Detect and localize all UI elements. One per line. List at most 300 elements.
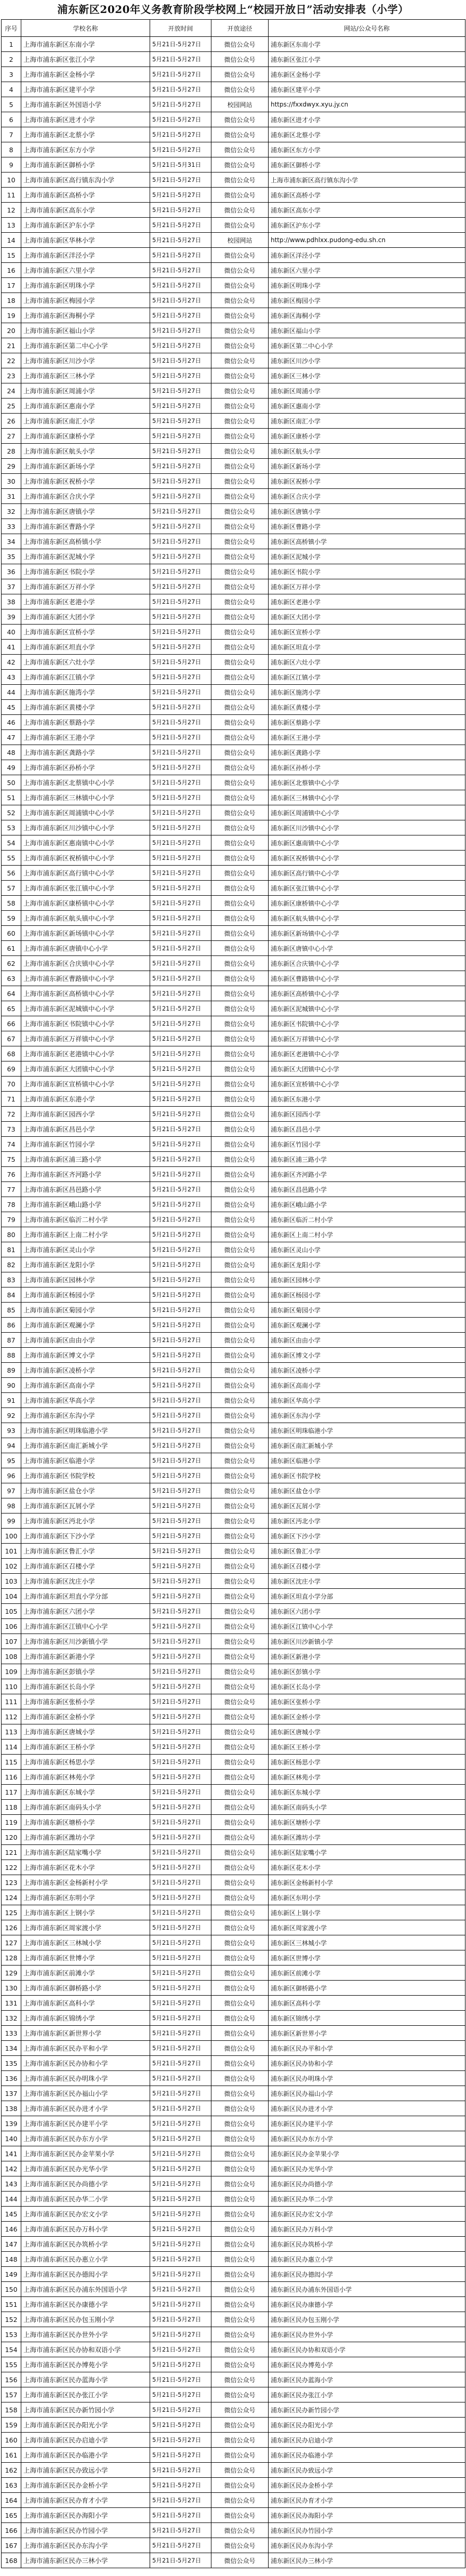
table-row	[2, 1694, 465, 1709]
website-or-account: 浦东新区浦三路小学	[269, 1152, 465, 1167]
school-name: 上海市浦东新区黄楼小学	[21, 700, 150, 715]
open-channel: 微信公众号	[211, 1453, 269, 1468]
school-name: 上海市浦东新区民办东方小学	[21, 2131, 150, 2146]
website-or-account: 浦东新区合庆镇中心小学	[269, 956, 465, 971]
open-time: 5月21日-5月27日	[150, 805, 211, 820]
open-time: 5月21日-5月27日	[150, 2418, 211, 2433]
school-name: 上海市浦东新区民办宏文小学	[21, 2207, 150, 2222]
open-time: 5月21日-5月27日	[150, 2372, 211, 2387]
row-index: 71	[2, 1092, 21, 1107]
table-row	[2, 1031, 465, 1046]
row-index: 167	[2, 2538, 21, 2553]
open-channel: 微信公众号	[211, 1242, 269, 1257]
website-or-account: 浦东新区黄楼小学	[269, 700, 465, 715]
table-row	[2, 2493, 465, 2508]
row-index: 86	[2, 1318, 21, 1333]
website-or-account: 浦东新区召楼小学	[269, 1559, 465, 1574]
open-time: 5月21日-5月27日	[150, 504, 211, 519]
table-row	[2, 926, 465, 941]
open-channel: 微信公众号	[211, 1438, 269, 1453]
website-or-account: 浦东新区东沟小学	[269, 1408, 465, 1423]
table-row	[2, 986, 465, 1001]
website-or-account: 浦东新区高桥镇小学	[269, 534, 465, 549]
school-name: 上海市浦东新区御桥路小学	[21, 1981, 150, 1996]
school-name: 上海市浦东新区民办育才小学	[21, 2493, 150, 2508]
open-time: 5月21日-5月27日	[150, 851, 211, 866]
table-row	[2, 790, 465, 805]
open-channel: 微信公众号	[211, 564, 269, 579]
row-index: 35	[2, 549, 21, 564]
website-or-account: 浦东新区明珠小学	[269, 278, 465, 293]
row-index: 23	[2, 368, 21, 383]
open-time: 5月21日-5月27日	[150, 1122, 211, 1137]
row-index: 36	[2, 564, 21, 579]
open-time: 5月21日-5月27日	[150, 1920, 211, 1935]
table-row	[2, 1212, 465, 1227]
open-channel: 微信公众号	[211, 1061, 269, 1077]
open-channel: 微信公众号	[211, 1197, 269, 1212]
row-index: 34	[2, 534, 21, 549]
table-row	[2, 685, 465, 700]
table-row	[2, 1227, 465, 1242]
table-row	[2, 323, 465, 338]
open-channel: 微信公众号	[211, 1092, 269, 1107]
open-channel: 微信公众号	[211, 1574, 269, 1589]
row-index: 127	[2, 1935, 21, 1950]
table-row	[2, 1815, 465, 1830]
school-name: 上海市浦东新区江镇小学	[21, 670, 150, 685]
open-channel: 微信公众号	[211, 142, 269, 157]
open-channel: 微信公众号	[211, 278, 269, 293]
school-name: 上海市浦东新区航头镇中心小学	[21, 911, 150, 926]
website-or-account: 浦东新区塘桥小学	[269, 1815, 465, 1830]
school-name: 上海市浦东新区民办平和小学	[21, 2041, 150, 2056]
school-name: 上海市浦东新区王港小学	[21, 730, 150, 745]
school-name: 上海市浦东新区峨山路小学	[21, 1197, 150, 1212]
open-channel: 微信公众号	[211, 1287, 269, 1303]
website-or-account: 浦东新区书院小学	[269, 564, 465, 579]
table-row	[2, 941, 465, 956]
website-or-account: 浦东新区江镇小学	[269, 670, 465, 685]
website-or-account: 浦东新区昌邑路小学	[269, 1182, 465, 1197]
row-index: 69	[2, 1061, 21, 1077]
school-name: 上海市浦东新区张江镇中心小学	[21, 881, 150, 896]
table-row	[2, 1709, 465, 1724]
website-or-account: 浦东新区大团小学	[269, 609, 465, 625]
open-channel: 微信公众号	[211, 2267, 269, 2282]
row-index: 14	[2, 233, 21, 248]
open-time: 5月21日-5月27日	[150, 1589, 211, 1604]
row-index: 137	[2, 2086, 21, 2101]
website-or-account: 浦东新区民办明珠小学	[269, 2071, 465, 2086]
table-row	[2, 1845, 465, 1860]
table-row	[2, 2056, 465, 2071]
school-name: 上海市浦东新区祝桥镇中心小学	[21, 851, 150, 866]
open-time: 5月21日-5月27日	[150, 1031, 211, 1046]
website-or-account: 浦东新区由由小学	[269, 1333, 465, 1348]
open-channel: 微信公众号	[211, 1483, 269, 1498]
open-time: 5月21日-5月27日	[150, 2297, 211, 2312]
open-time: 5月21日-5月27日	[150, 1740, 211, 1755]
school-name: 上海市浦东新区梅园小学	[21, 293, 150, 308]
open-time: 5月21日-5月27日	[150, 429, 211, 444]
row-index: 76	[2, 1167, 21, 1182]
website-or-account: 浦东新区施湾小学	[269, 685, 465, 700]
open-channel: 微信公众号	[211, 1604, 269, 1619]
open-time: 5月21日-5月27日	[150, 790, 211, 805]
row-index: 70	[2, 1077, 21, 1092]
school-name: 上海市浦东新区民办康德小学	[21, 2297, 150, 2312]
open-channel: 微信公众号	[211, 2418, 269, 2433]
open-channel: 微信公众号	[211, 399, 269, 414]
website-or-account: 浦东新区民办东沟小学	[269, 2538, 465, 2553]
table-row	[2, 1860, 465, 1875]
open-channel: 微信公众号	[211, 2207, 269, 2222]
open-channel: 微信公众号	[211, 1875, 269, 1890]
row-index: 93	[2, 1423, 21, 1438]
website-or-account: 浦东新区昌邑小学	[269, 1122, 465, 1137]
website-or-account: 浦东新区福山小学	[269, 323, 465, 338]
open-channel: 微信公众号	[211, 2026, 269, 2041]
open-channel: 微信公众号	[211, 1981, 269, 1996]
row-index: 120	[2, 1830, 21, 1845]
table-row	[2, 127, 465, 142]
table-row	[2, 881, 465, 896]
table-row	[2, 2508, 465, 2523]
table-row	[2, 1363, 465, 1378]
open-time: 5月21日-5月27日	[150, 338, 211, 353]
open-channel: 校园网站	[211, 233, 269, 248]
open-time: 5月21日-5月27日	[150, 1770, 211, 1785]
open-time: 5月21日-5月27日	[150, 293, 211, 308]
open-time: 5月21日-5月27日	[150, 2538, 211, 2553]
open-time: 5月21日-5月27日	[150, 1981, 211, 1996]
website-or-account: 浦东新区惠南小学	[269, 399, 465, 414]
open-time: 5月21日-5月27日	[150, 1498, 211, 1513]
open-channel: 微信公众号	[211, 911, 269, 926]
open-channel: 微信公众号	[211, 1107, 269, 1122]
row-index: 48	[2, 745, 21, 760]
website-or-account: 浦东新区园林小学	[269, 1272, 465, 1287]
table-row	[2, 1438, 465, 1453]
table-row	[2, 670, 465, 685]
open-time: 5月21日-5月27日	[150, 2252, 211, 2267]
open-time: 5月21日-5月27日	[150, 549, 211, 564]
website-or-account: 浦东新区三林镇中心小学	[269, 790, 465, 805]
table-row	[2, 489, 465, 504]
open-channel: 微信公众号	[211, 2011, 269, 2026]
open-time: 5月21日-5月27日	[150, 1272, 211, 1287]
school-name: 上海市浦东新区龚路小学	[21, 745, 150, 760]
open-time: 5月21日-5月27日	[150, 1860, 211, 1875]
website-or-account: 浦东新区民办阳光小学	[269, 2418, 465, 2433]
school-name: 上海市浦东新区龙阳小学	[21, 1257, 150, 1272]
school-name: 上海市浦东新区博文小学	[21, 1348, 150, 1363]
school-name: 上海市浦东新区曹路镇中心小学	[21, 971, 150, 986]
table-row	[2, 474, 465, 489]
school-name: 上海市浦东新区书院学校	[21, 1468, 150, 1483]
table-row	[2, 1016, 465, 1031]
table-row	[2, 2237, 465, 2252]
open-channel: 微信公众号	[211, 2448, 269, 2463]
open-time: 5月21日-5月27日	[150, 1107, 211, 1122]
open-channel: 微信公众号	[211, 1498, 269, 1513]
open-time: 5月21日-5月27日	[150, 1996, 211, 2011]
school-name: 上海市浦东新区观澜小学	[21, 1318, 150, 1333]
table-row	[2, 1498, 465, 1513]
school-name: 上海市浦东新区东城小学	[21, 1785, 150, 1800]
row-index: 146	[2, 2222, 21, 2237]
open-time: 5月21日-5月27日	[150, 941, 211, 956]
school-name: 上海市浦东新区下沙小学	[21, 1529, 150, 1544]
table-row	[2, 1393, 465, 1408]
open-channel: 微信公众号	[211, 1950, 269, 1966]
row-index: 21	[2, 338, 21, 353]
website-or-account: 浦东新区康桥镇中心小学	[269, 896, 465, 911]
school-name: 上海市浦东新区周浦镇中心小学	[21, 805, 150, 820]
open-time: 5月21日-5月27日	[150, 700, 211, 715]
open-channel: 微信公众号	[211, 1167, 269, 1182]
open-channel: 微信公众号	[211, 2433, 269, 2448]
open-time: 5月21日-5月27日	[150, 1092, 211, 1107]
row-index: 46	[2, 715, 21, 730]
open-channel: 微信公众号	[211, 2131, 269, 2146]
row-index: 72	[2, 1107, 21, 1122]
open-channel: 微信公众号	[211, 926, 269, 941]
row-index: 83	[2, 1272, 21, 1287]
website-or-account: 浦东新区彭镇小学	[269, 1664, 465, 1679]
website-or-account: 浦东新区民办包玉刚小学	[269, 2312, 465, 2327]
table-row	[2, 37, 465, 52]
row-index: 139	[2, 2116, 21, 2131]
table-row	[2, 1740, 465, 1755]
open-channel: 微信公众号	[211, 2071, 269, 2086]
row-index: 90	[2, 1378, 21, 1393]
school-name: 上海市浦东新区民办协和小学	[21, 2056, 150, 2071]
open-channel: 微信公众号	[211, 1468, 269, 1483]
school-name: 上海市浦东新区杨园小学	[21, 1287, 150, 1303]
school-name: 上海市浦东新区泥城镇中心小学	[21, 1001, 150, 1016]
row-index: 106	[2, 1619, 21, 1634]
open-time: 5月21日-5月27日	[150, 2041, 211, 2056]
school-name: 上海市浦东新区灵山小学	[21, 1242, 150, 1257]
open-time: 5月21日-5月27日	[150, 1423, 211, 1438]
row-index: 149	[2, 2267, 21, 2282]
website-or-account: 浦东新区老港小学	[269, 594, 465, 609]
website-or-account: 浦东新区民办华二小学	[269, 2192, 465, 2207]
open-channel: 微信公众号	[211, 188, 269, 203]
row-index: 7	[2, 127, 21, 142]
table-row	[2, 655, 465, 670]
website-or-account: 浦东新区民办海阳小学	[269, 2508, 465, 2523]
school-name: 上海市浦东新区鲁汇小学	[21, 1544, 150, 1559]
website-or-account: 浦东新区民办宏文小学	[269, 2207, 465, 2222]
open-time: 5月21日-5月27日	[150, 2176, 211, 2192]
row-index: 63	[2, 971, 21, 986]
school-name: 上海市浦东新区万祥镇中心小学	[21, 1031, 150, 1046]
open-time: 5月21日-5月27日	[150, 715, 211, 730]
open-time: 5月21日-5月27日	[150, 1619, 211, 1634]
row-index: 112	[2, 1709, 21, 1724]
row-index: 108	[2, 1649, 21, 1664]
open-time: 5月21日-5月27日	[150, 2327, 211, 2342]
website-or-account: 浦东新区民办建平小学	[269, 2116, 465, 2131]
open-channel: 微信公众号	[211, 2101, 269, 2116]
open-time: 5月21日-5月27日	[150, 2402, 211, 2418]
table-row	[2, 1242, 465, 1257]
open-time: 5月21日-5月27日	[150, 655, 211, 670]
table-row	[2, 1408, 465, 1423]
table-row	[2, 97, 465, 112]
website-or-account: 浦东新区川沙镇中心小学	[269, 820, 465, 835]
website-or-account: 浦东新区高桥小学	[269, 188, 465, 203]
open-channel: 微信公众号	[211, 1333, 269, 1348]
table-row	[2, 2011, 465, 2026]
open-time: 5月21日-5月27日	[150, 1544, 211, 1559]
school-name: 上海市浦东新区航头小学	[21, 444, 150, 459]
row-index: 55	[2, 851, 21, 866]
table-row	[2, 715, 465, 730]
website-or-account: 浦东新区六灶小学	[269, 655, 465, 670]
row-index: 97	[2, 1483, 21, 1498]
open-channel: 微信公众号	[211, 2176, 269, 2192]
school-name: 上海市浦东新区进才小学	[21, 112, 150, 127]
school-name: 上海市浦东新区六团小学	[21, 1604, 150, 1619]
open-channel: 微信公众号	[211, 2357, 269, 2372]
open-time: 5月21日-5月27日	[150, 1438, 211, 1453]
row-index: 118	[2, 1800, 21, 1815]
school-name: 上海市浦东新区盐仓小学	[21, 1483, 150, 1498]
open-time: 5月21日-5月27日	[150, 37, 211, 52]
school-name: 上海市浦东新区锦绣小学	[21, 2011, 150, 2026]
open-channel: 微信公众号	[211, 1679, 269, 1694]
table-row	[2, 1679, 465, 1694]
row-index: 115	[2, 1755, 21, 1770]
school-name: 上海市浦东新区临沂二村小学	[21, 1212, 150, 1227]
row-index: 162	[2, 2463, 21, 2478]
school-name: 上海市浦东新区新场小学	[21, 459, 150, 474]
table-row	[2, 805, 465, 820]
open-time: 5月21日-5月27日	[150, 248, 211, 263]
row-index: 41	[2, 640, 21, 655]
open-channel: 微信公众号	[211, 820, 269, 835]
header-open-time: 开放时间	[150, 20, 211, 37]
website-or-account: 浦东新区航头小学	[269, 444, 465, 459]
open-time: 5月21日-5月27日	[150, 1935, 211, 1950]
website-or-account: 浦东新区前滩小学	[269, 1966, 465, 1981]
open-channel: 微信公众号	[211, 1348, 269, 1363]
row-index: 18	[2, 293, 21, 308]
open-channel: 微信公众号	[211, 1634, 269, 1649]
open-time: 5月21日-5月27日	[150, 2282, 211, 2297]
row-index: 42	[2, 655, 21, 670]
open-time: 5月21日-5月27日	[150, 278, 211, 293]
school-name: 上海市浦东新区孙桥小学	[21, 760, 150, 775]
website-or-account: 浦东新区竹园小学	[269, 1137, 465, 1152]
row-index: 1	[2, 37, 21, 52]
row-index: 153	[2, 2327, 21, 2342]
school-name: 上海市浦东新区御桥小学	[21, 157, 150, 172]
row-index: 111	[2, 1694, 21, 1709]
open-channel: 微信公众号	[211, 368, 269, 383]
school-name: 上海市浦东新区民办协和双语小学	[21, 2342, 150, 2357]
school-name: 上海市浦东新区金杨新村小学	[21, 1875, 150, 1890]
open-time: 5月21日-5月27日	[150, 519, 211, 534]
table-row	[2, 1423, 465, 1438]
website-or-account: 浦东新区金桥小学	[269, 1709, 465, 1724]
open-time: 5月21日-5月27日	[150, 1679, 211, 1694]
open-channel: 微信公众号	[211, 2192, 269, 2207]
school-name: 上海市浦东新区民办阳光小学	[21, 2418, 150, 2433]
table-row	[2, 142, 465, 157]
website-or-account: 浦东新区祝桥镇中心小学	[269, 851, 465, 866]
table-row	[2, 594, 465, 609]
table-row	[2, 534, 465, 549]
table-row	[2, 2342, 465, 2357]
open-channel: 微信公众号	[211, 2523, 269, 2538]
website-or-account: 浦东新区盐仓小学	[269, 1483, 465, 1498]
table-row	[2, 851, 465, 866]
school-name: 上海市浦东新区大团小学	[21, 609, 150, 625]
open-channel: 微信公众号	[211, 1046, 269, 1061]
open-channel: 微信公众号	[211, 1709, 269, 1724]
row-index: 75	[2, 1152, 21, 1167]
website-or-account: 浦东新区大团镇中心小学	[269, 1061, 465, 1077]
school-name: 上海市浦东新区凌桥小学	[21, 1363, 150, 1378]
open-time: 5月21日-5月27日	[150, 1378, 211, 1393]
school-name: 上海市浦东新区杨思小学	[21, 1755, 150, 1770]
row-index: 44	[2, 685, 21, 700]
table-row	[2, 2176, 465, 2192]
open-channel: 微信公众号	[211, 1649, 269, 1664]
table-row	[2, 1333, 465, 1348]
school-name: 上海市浦东新区陆家嘴小学	[21, 1845, 150, 1860]
website-or-account: 浦东新区高东小学	[269, 203, 465, 218]
school-name: 上海市浦东新区高行镇中心小学	[21, 866, 150, 881]
website-or-account: 浦东新区民办三林小学	[269, 2553, 465, 2568]
open-time: 5月21日-5月27日	[150, 2071, 211, 2086]
row-index: 92	[2, 1408, 21, 1423]
website-or-account: 上海市浦东新区高行镇东沟小学	[269, 172, 465, 188]
table-row	[2, 609, 465, 625]
open-time: 5月21日-5月27日	[150, 1363, 211, 1378]
table-row	[2, 579, 465, 594]
school-name: 上海市浦东新区南汇小学	[21, 414, 150, 429]
school-name: 上海市浦东新区老港镇中心小学	[21, 1046, 150, 1061]
row-index: 54	[2, 835, 21, 851]
school-name: 上海市浦东新区外国语小学	[21, 97, 150, 112]
row-index: 50	[2, 775, 21, 790]
website-or-account: 浦东新区江镇中心小学	[269, 1619, 465, 1634]
school-name: 上海市浦东新区坦直小学分部	[21, 1589, 150, 1604]
table-row	[2, 353, 465, 368]
open-channel: 微信公众号	[211, 1785, 269, 1800]
open-time: 5月21日-5月27日	[150, 1303, 211, 1318]
website-or-account: 浦东新区书院学校	[269, 1468, 465, 1483]
row-index: 96	[2, 1468, 21, 1483]
website-or-account: 浦东新区南汇新城小学	[269, 1438, 465, 1453]
website-or-account: 浦东新区民办启迪小学	[269, 2433, 465, 2448]
open-time: 5月21日-5月27日	[150, 1574, 211, 1589]
row-index: 59	[2, 911, 21, 926]
open-time: 5月21日-5月27日	[150, 1875, 211, 1890]
school-name: 上海市浦东新区张桥小学	[21, 1694, 150, 1709]
open-time: 5月21日-5月27日	[150, 2523, 211, 2538]
website-or-account: 浦东新区南码头小学	[269, 1800, 465, 1815]
table-row	[2, 1875, 465, 1890]
open-time: 5月21日-5月27日	[150, 2478, 211, 2493]
website-or-account: 浦东新区东南小学	[269, 37, 465, 52]
